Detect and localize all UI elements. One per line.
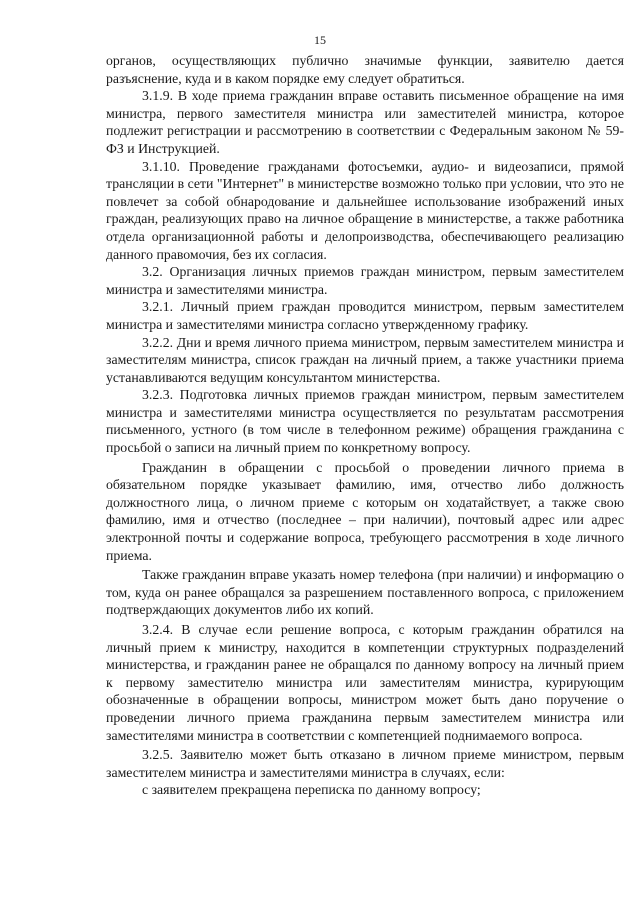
paragraph-citizen-request: Гражданин в обращении с просьбой о проведении личного приема в обязательном порядке указывает фамилию, имя, отчество либо должность должностного лица, о личном приеме с которым он ходатайствует, а также свою фамилию, имя и отчество (последнее – при наличии), почтовый адрес или адрес электронной почты и содержание вопроса, требующего рассмотрения в ходе личного приема. [106,459,624,563]
paragraph-3-2: 3.2. Организация личных приемов граждан министром, первым заместителем министра и заместителями министра. [106,264,624,297]
paragraph-refusal-case: с заявителем прекращена переписка по данному вопросу; [142,782,481,798]
paragraph-3-2-2: 3.2.2. Дни и время личного приема министром, первым заместителем министра и заместителям министра, список граждан на личный прием, а также участники приема устанавливаются ведущим консультантом министерства. [106,334,624,385]
paragraph-3-1-10: 3.1.10. Проведение гражданами фотосъемки, аудио- и видеозаписи, прямой трансляции в сети "Интернет" в министерстве возможно только при условии, что это не повлечет за собой обнародование и дальнейшее использование изображений иных граждан, реализующих право на личное обращение в министерстве, а также работника отдела организационной работы и делопроизводства, обеспечивающего реализацию данного правомочия, без их согласия. [106,158,624,262]
paragraph-3-2-4: 3.2.4. В случае если решение вопроса, с которым гражданин обратился на личный прием к министру, находится в компетенции структурных подразделений министерства, и гражданин ранее не обращался по данному вопросу на личный прием к первому заместителю министра или заместителям министра, курирующим обозначенные в обращении вопросы, министром может быть дано поручение о проведении личного приема гражданина первым заместителем министра или заместителями министра в соответствии с компетенцией поднимаемого вопроса. [106,622,624,743]
paragraph-3-1-9: 3.1.9. В ходе приема гражданин вправе оставить письменное обращение на имя министра, первого заместителя министра или заместителей министра, которое подлежит регистрации и рассмотрению в соответствии с Федеральным законом № 59-ФЗ и Инструкцией. [106,88,624,156]
paragraph-phone-info: Также гражданин вправе указать номер телефона (при наличии) и информацию о том, куда он ранее обращался за разрешением поставленного вопроса, с приложением подтверждающих документов либо их копий. [106,567,624,618]
paragraph-3-2-5: 3.2.5. Заявителю может быть отказано в личном приеме министром, первым заместителем министра и заместителями министра в случаях, если: [106,747,624,780]
paragraph-continuation: органов, осуществляющих публично значимые функции, заявителю дается разъяснение, куда и в каком порядке ему следует обратиться. [106,53,624,86]
paragraph-3-2-1: 3.2.1. Личный прием граждан проводится министром, первым заместителем министра и заместителями министра согласно утвержденному графику. [106,299,624,332]
page-number: 15 [314,33,326,47]
document-body [106,52,624,799]
paragraph-3-2-3: 3.2.3. Подготовка личных приемов граждан министром, первым заместителем министра и заместителями министра осуществляется по результатам рассмотрения письменного, устного (в том числе в телефонном режиме) обращения гражданина с просьбой о записи на личный прием по конкретному вопросу. [106,387,624,456]
